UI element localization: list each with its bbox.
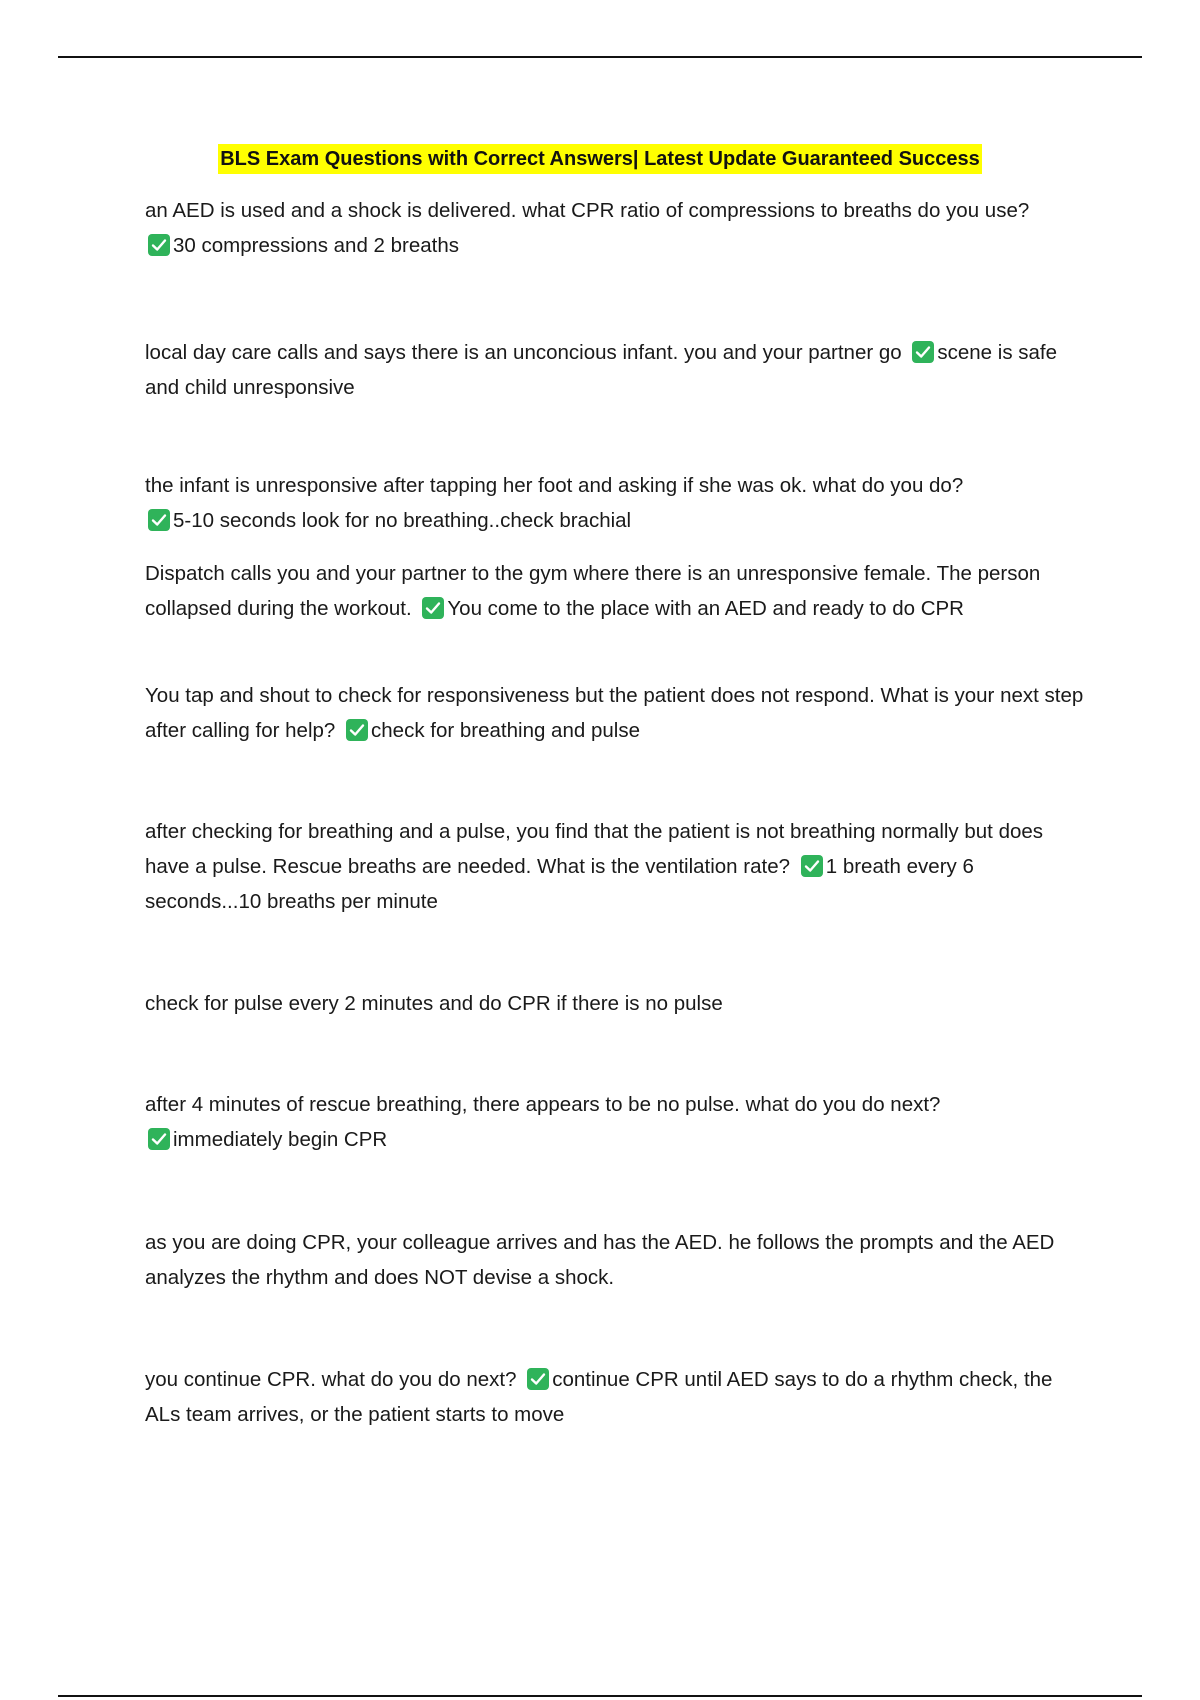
question-text: after 4 minutes of rescue breathing, there appears to be no pulse. what do you do next? — [145, 1093, 941, 1116]
check-mark-icon — [148, 509, 170, 531]
qa-item — [145, 468, 1090, 538]
check-mark-icon — [801, 855, 823, 877]
question-text: an AED is used and a shock is delivered. what CPR ratio of compressions to breaths do you use? — [145, 199, 1030, 222]
statement-text: check for pulse every 2 minutes and do CPR if there is no pulse — [145, 992, 723, 1015]
qa-item — [145, 1362, 1090, 1432]
qa-item — [145, 814, 1090, 919]
answer-text: 5-10 seconds look for no breathing..check brachial — [173, 509, 632, 532]
answer-text: immediately begin CPR — [173, 1128, 388, 1151]
header-rule — [58, 56, 1142, 58]
qa-item — [145, 678, 1090, 748]
question-text: You tap and shout to check for responsiveness but the patient does not respond. What is your next step after calling for help? — [145, 684, 1084, 742]
check-mark-icon — [527, 1368, 549, 1390]
question-text: the infant is unresponsive after tapping her foot and asking if she was ok. what do you do? — [145, 474, 964, 497]
check-mark-icon — [148, 1128, 170, 1150]
qa-item — [145, 556, 1090, 626]
question-text: you continue CPR. what do you do next? — [145, 1368, 517, 1391]
document-title: BLS Exam Questions with Correct Answers| Latest Update Guaranteed Success — [218, 144, 982, 174]
question-text: local day care calls and says there is an unconcious infant. you and your partner go — [145, 341, 902, 364]
qa-item — [145, 1087, 1090, 1157]
qa-item — [145, 193, 1090, 263]
statement-text: as you are doing CPR, your colleague arrives and has the AED. he follows the prompts and the AED analyzes the rhythm and does NOT devise a shock. — [145, 1231, 1055, 1289]
question-text: Dispatch calls you and your partner to the gym where there is an unresponsive female. The person collapsed during the workout. — [145, 562, 1041, 620]
answer-text: 1 breath every 6 seconds...10 breaths per minute — [145, 855, 974, 913]
footer-rule — [58, 1695, 1142, 1697]
answer-text: scene is safe and child unresponsive — [145, 341, 1058, 399]
check-mark-icon — [148, 234, 170, 256]
title-wrap — [0, 144, 1200, 174]
question-text: after checking for breathing and a pulse, you find that the patient is not breathing normally but does have a pulse. Rescue breaths are needed. What is the ventilation rate? — [145, 820, 1044, 878]
check-mark-icon — [346, 719, 368, 741]
check-mark-icon — [422, 597, 444, 619]
answer-text: You come to the place with an AED and ready to do CPR — [447, 597, 964, 620]
statement-item — [145, 986, 1090, 1021]
statement-item — [145, 1225, 1090, 1295]
answer-text: continue CPR until AED says to do a rhythm check, the ALs team arrives, or the patient starts to move — [145, 1368, 1053, 1426]
qa-item — [145, 335, 1090, 405]
answer-text: 30 compressions and 2 breaths — [173, 234, 460, 257]
check-mark-icon — [912, 341, 934, 363]
answer-text: check for breathing and pulse — [371, 719, 640, 742]
